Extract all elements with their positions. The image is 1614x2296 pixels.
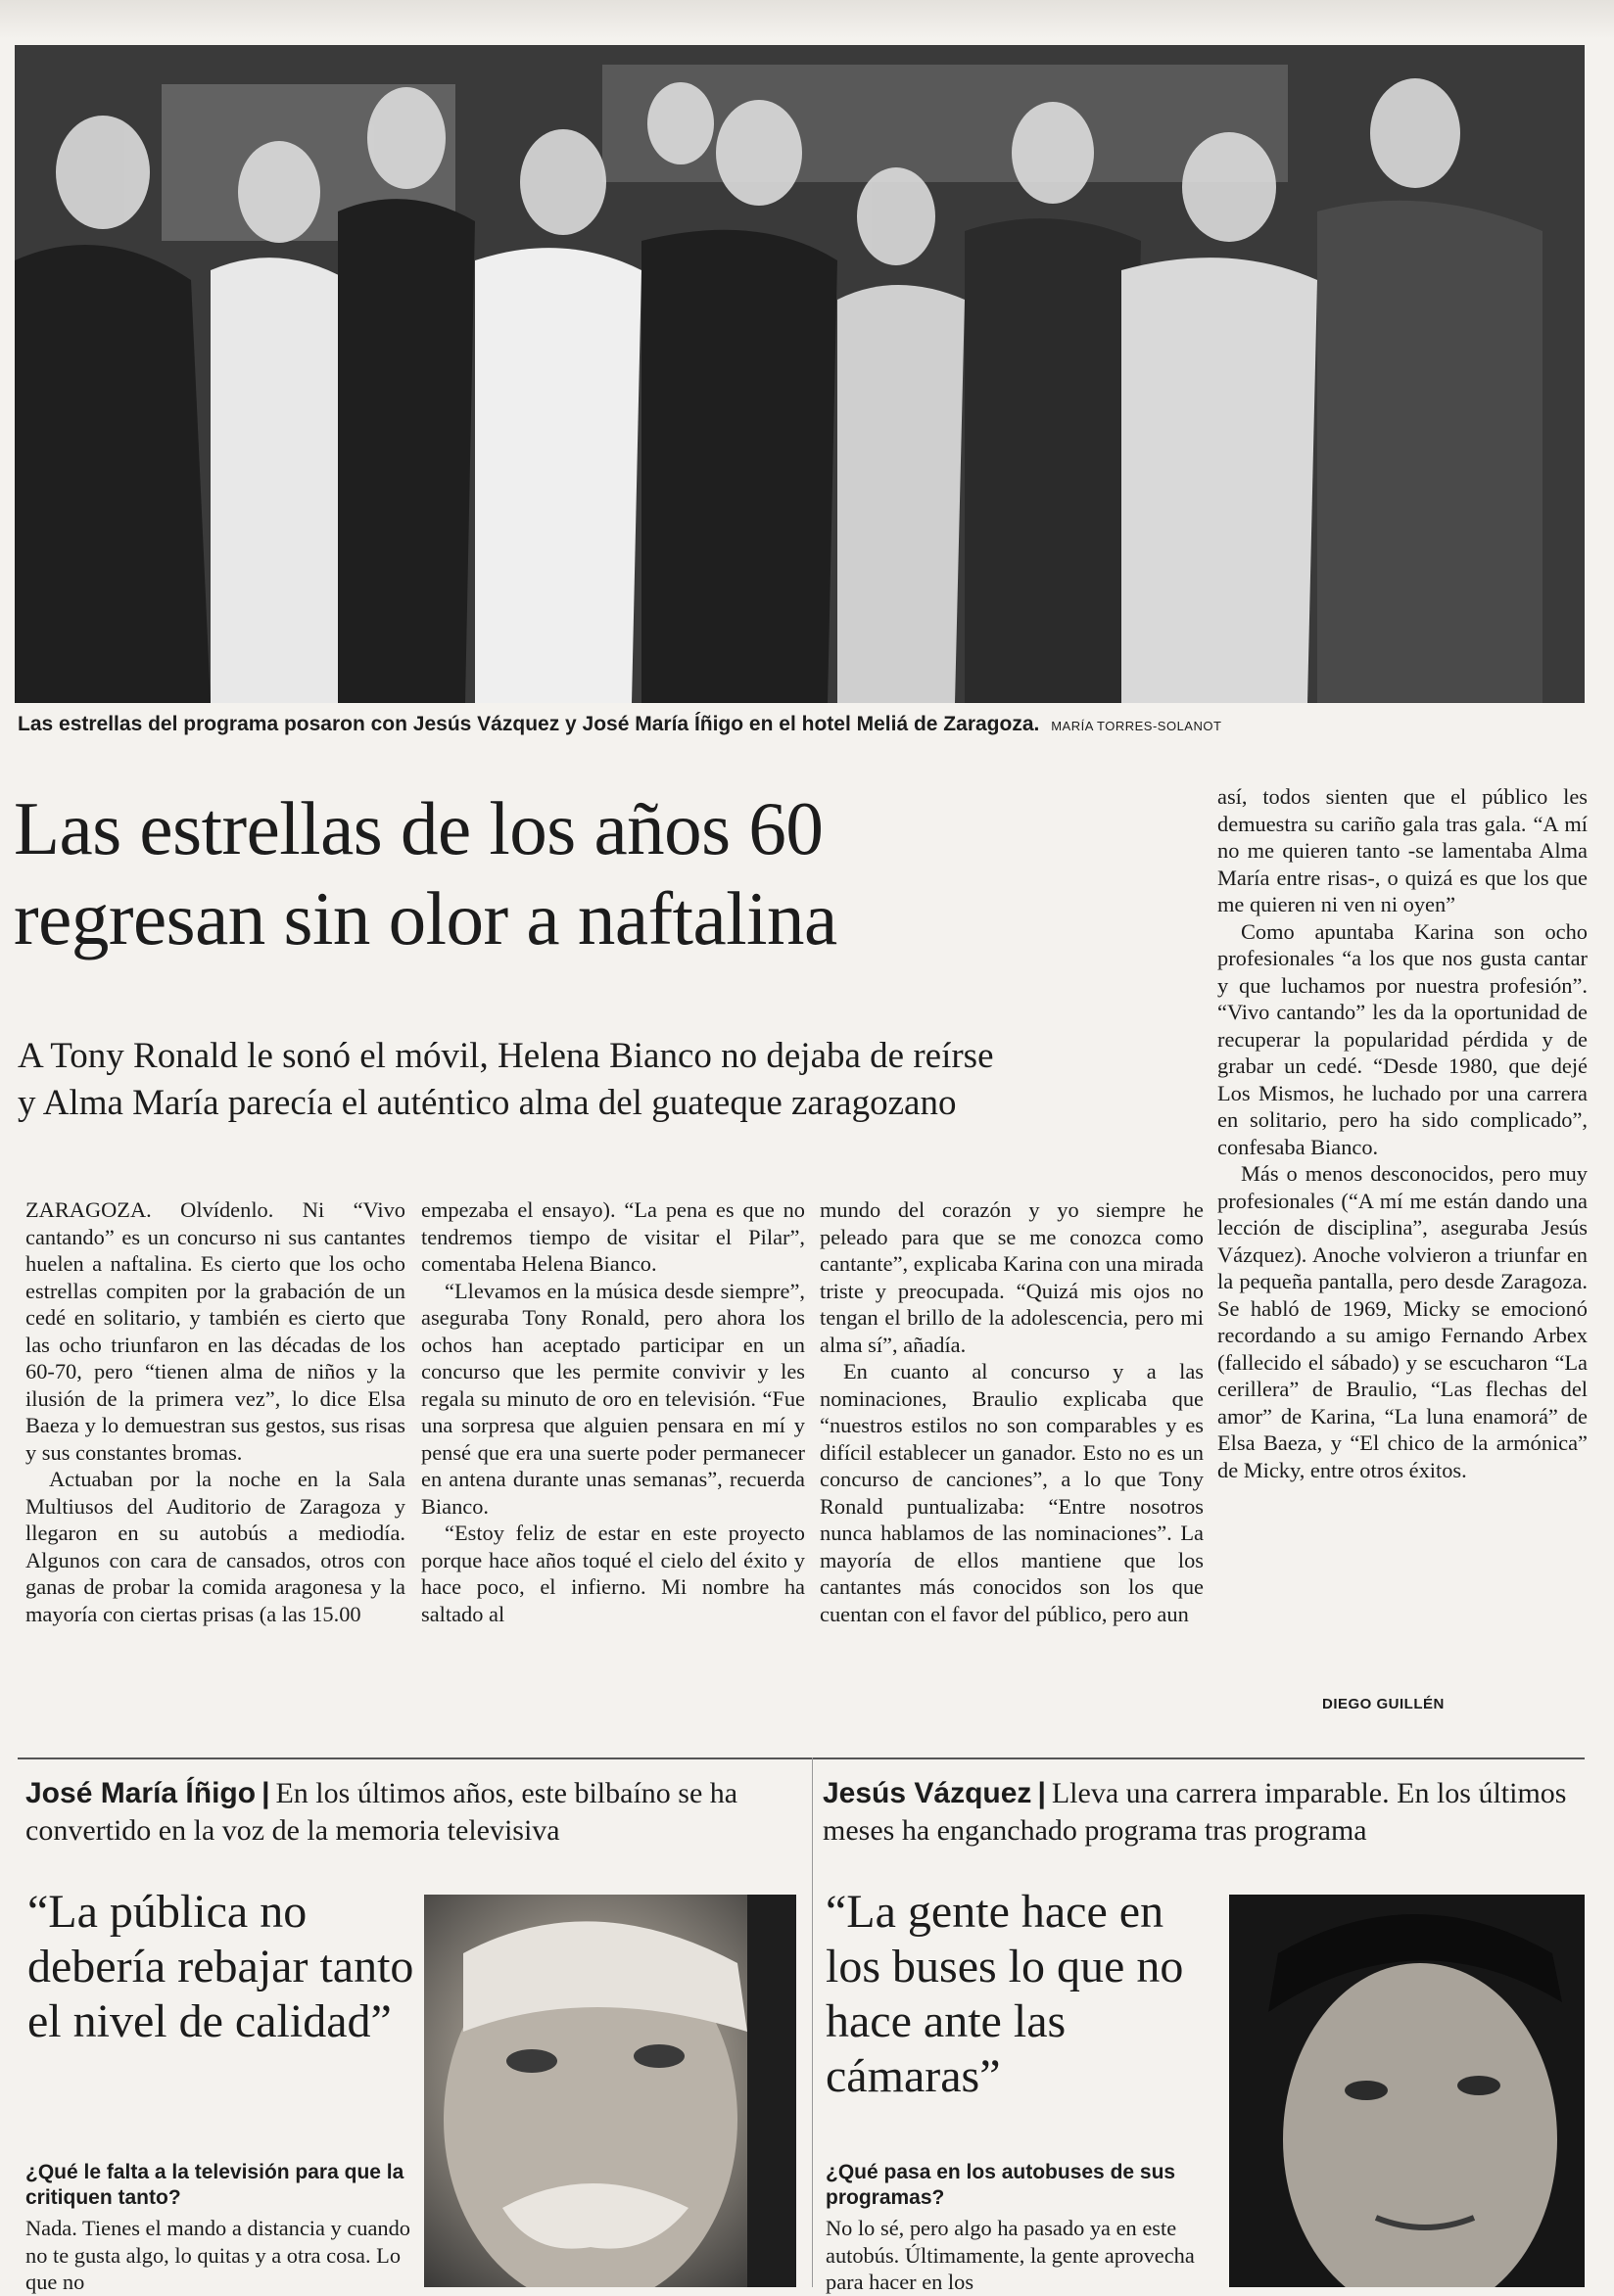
interview-right-separator: | <box>1037 1777 1046 1809</box>
interview-right-header <box>823 1775 1587 1850</box>
column-3-paragraph: mundo del corazón y yo siempre he peleado para que se me conozca como cantante”, explicaba Karina con una mirada triste y preocupada. “Quizá mis ojos no tengan el brillo de la adolescencia, pero mi alma sí”, añadía. <box>820 1197 1204 1357</box>
article-column-1 <box>25 1196 405 1627</box>
photo-caption-text: Las estrellas del programa posaron con Jesús Vázquez y José María Íñigo en el hotel Meliá de Zaragoza. <box>18 713 1040 735</box>
subhead-line-2: y Alma María parecía el auténtico alma del guateque zaragozano <box>18 1083 957 1123</box>
column-2-paragraph: “Estoy feliz de estar en este proyecto porque hace años toqué el cielo del éxito y hace poco, el infierno. Mi nombre ha saltado al <box>421 1521 805 1626</box>
interview-right-answer: No lo sé, pero algo ha pasado ya en este autobús. Últimamente, la gente aprovecha para hacer en los <box>826 2216 1195 2294</box>
portrait-jose-maria-inigo <box>424 1895 796 2287</box>
group-photo <box>15 45 1585 703</box>
article-column-3 <box>820 1196 1204 1627</box>
interview-left-header <box>25 1775 799 1850</box>
article-column-2 <box>421 1196 805 1627</box>
column-2-paragraph: empezaba el ensayo). “La pena es que no tendremos tiempo de visitar el Pilar”, comentaba Helena Bianco. <box>421 1197 805 1276</box>
page-top-edge <box>0 0 1614 39</box>
column-2-paragraph: “Llevamos en la música desde siempre”, aseguraba Tony Ronald, pero ahora los ochos han aceptado participar en un concurso que les permite convivir y les regala su minuto de oro en televisión. “Fue una sorpresa que alguien pensara en mí y pensé que era una suerte poder permanecer en antena durante unas semanas”, recuerda Bianco. <box>421 1278 805 1519</box>
interview-column-divider <box>812 1757 813 2287</box>
interview-right-question: ¿Qué pasa en los autobuses de sus programas? <box>826 2161 1176 2209</box>
interview-left-quote: “La pública no debería rebajar tanto el nivel de calidad” <box>27 1886 414 2047</box>
interview-left-intro: En los últimos años, este bilbaíno se ha convertido en la voz de la memoria televisiva <box>25 1777 738 1847</box>
column-3-paragraph: En cuanto al concurso y a las nominaciones, Braulio explicaba que “nuestros estilos no son comparables y es difícil establecer un ganador. Esto no es un concurso de canciones”, a lo que Tony Ronald puntualizaba: “Entre nosotros nunca hablamos de las nominaciones”. La mayoría de ellos mantiene que los cantantes más conocidos son los que cuentan con el favor del público, pero aun <box>820 1359 1204 1626</box>
photo-credit: MARÍA TORRES-SOLANOT <box>1051 719 1222 733</box>
interview-left-name: José María Íñigo <box>25 1777 257 1809</box>
article-subhead <box>18 1033 1203 1127</box>
subhead-line-1: A Tony Ronald le sonó el móvil, Helena Bianco no dejaba de reírse <box>18 1036 994 1076</box>
section-divider <box>18 1757 1585 1759</box>
group-photo-figures <box>15 45 1585 703</box>
column-4-paragraph: Como apuntaba Karina son ocho profesionales “a los que nos gusta cantar y que luchamos por nuestra profesión”. “Vivo cantando” les da la oportunidad de recuperar la popularidad pérdida y de grabar un cedé. “Desde 1980, que dejé Los Mismos, he luchado por una carrera en solitario, pero ha sido complicado”, confesaba Bianco. <box>1217 918 1588 1159</box>
headline-line-1: Las estrellas de los años 60 <box>14 786 824 870</box>
interview-right-intro: Lleva una carrera imparable. En los últimos meses ha enganchado programa tras programa <box>823 1777 1567 1847</box>
headline-line-2: regresan sin olor a naftalina <box>14 876 837 961</box>
photo-caption <box>18 713 1585 736</box>
portrait-left-drawing <box>424 1895 796 2287</box>
interview-right-name: Jesús Vázquez <box>823 1777 1032 1809</box>
interview-right-quote: “La gente hace en los buses lo que no hace ante las cámaras” <box>826 1886 1184 2102</box>
column-1-paragraph: Actuaban por la noche en la Sala Multiusos del Auditorio de Zaragoza y llegaron en su autobús a mediodía. Algunos con cara de cansados, otros con ganas de probar la comida aragonesa y la mayoría con ciertas prisas (a las 15.00 <box>25 1467 405 1626</box>
interview-left-separator: | <box>261 1777 270 1809</box>
column-1-paragraph: ZARAGOZA. Olvídenlo. Ni “Vivo cantando” es un concurso ni sus cantantes huelen a naftalina. Es cierto que los ocho estrellas compiten por la grabación de un cedé en solitario, y también es cierto que las ocho triunfaron en las décadas de los 60-70, pero “tienen alma de niños y la ilusión de la primera vez”, lo dice Elsa Baeza y lo demuestran sus gestos, sus risas y sus constantes bromas. <box>25 1197 405 1465</box>
article-column-4 <box>1217 783 1588 1483</box>
portrait-right-drawing <box>1229 1895 1585 2287</box>
portrait-jesus-vazquez <box>1229 1895 1585 2287</box>
column-4-paragraph: Más o menos desconocidos, pero muy profesionales (“A mí me están dando una lección de disciplina”, aseguraba Jesús Vázquez). Anoche volvieron a triunfar en la pequeña pantalla, pero desde Zaragoza. Se habló de 1969, Micky se emocionó recordando a su amigo Fernando Arbex (fallecido el sábado) y se escucharon “La cerillera” de Braulio, “Las flechas del amor” de Karina, “La luna enamorá” de Elsa Baeza, y “El chico de la armónica” de Micky, entre otros éxitos. <box>1217 1161 1588 1482</box>
interview-left-answer: Nada. Tienes el mando a distancia y cuando no te gusta algo, lo quitas y a otra cosa. Lo que no <box>25 2216 410 2294</box>
article-byline: DIEGO GUILLÉN <box>1322 1696 1445 1712</box>
interview-left-question: ¿Qué le falta a la televisión para que la critiquen tanto? <box>25 2161 404 2209</box>
article-headline <box>14 783 1209 963</box>
column-4-paragraph: así, todos sienten que el público les demuestra su cariño gala tras gala. “A mí no me quieren tanto -se lamentaba Alma María entre risas-, o quizá es que los que me quieren ni ven ni oyen” <box>1217 784 1588 916</box>
